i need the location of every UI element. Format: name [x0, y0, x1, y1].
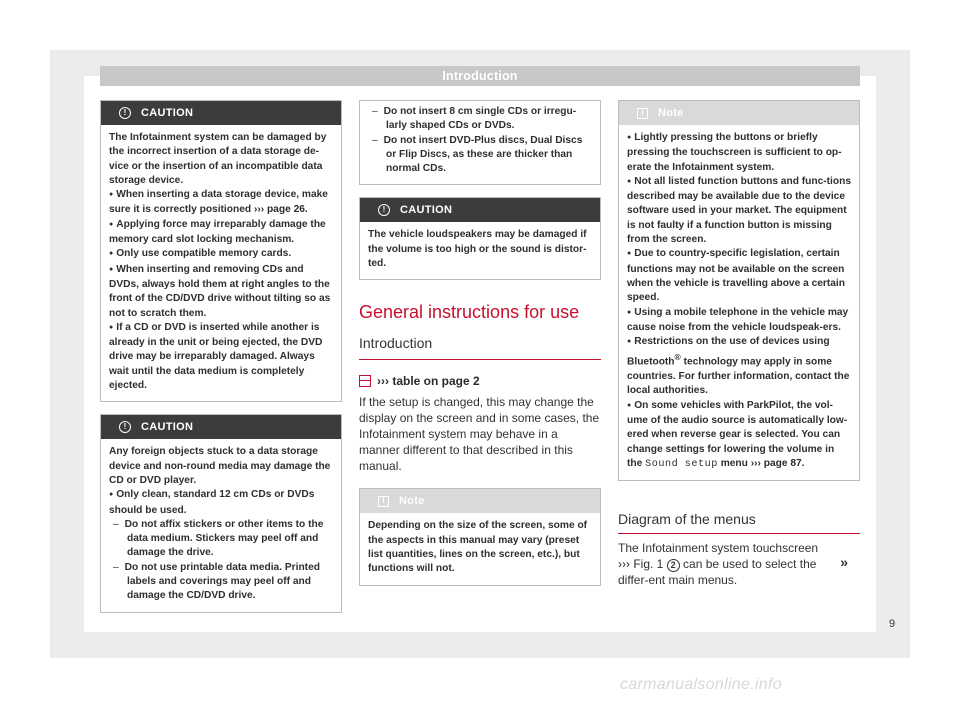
note-bullet: ● Due to country-specific legislation, certain functions may not be available on the screen when the vehicle is travelling above a certain speed.	[627, 247, 851, 305]
page-ref-link[interactable]: ››› page 26	[253, 204, 305, 216]
info-icon: i	[637, 108, 648, 119]
note-header	[619, 101, 859, 125]
caution-bullet: ● Only clean, standard 12 cm CDs or DVDs should be used.	[109, 488, 333, 518]
menu-name: Sound setup	[645, 458, 718, 470]
callout-number: 2	[667, 559, 680, 572]
subsection-title: Diagram of the menus	[618, 511, 756, 528]
note-text: Depending on the size of the screen, some of the aspects in this manual may vary (preset list quantities, lines on the screen, etc.), but functions will not.	[368, 520, 588, 575]
body-paragraph: If the setup is changed, this may change the display on the screen and in some cases, the Infotainment system may behave in a manner different to that described in this manual.	[359, 395, 600, 474]
caution-dash-item: – Do not use printable data media. Printed labels and coverings may peel off and damage the CD/DVD drive.	[109, 561, 333, 604]
watermark: carmanualsonline.info	[620, 676, 782, 693]
column-middle	[359, 100, 601, 598]
table-link[interactable]	[359, 374, 601, 388]
table-icon	[359, 375, 371, 387]
caution-body	[360, 222, 600, 279]
note-box	[618, 100, 860, 481]
note-bullet: ● Not all listed function buttons and func-tions described may be available due to the device software used in your market. The equipment is not faulty if a function button is missing from the screen.	[627, 175, 851, 247]
caution-label: CAUTION	[400, 204, 453, 217]
note-body	[360, 513, 600, 584]
caution-header	[101, 415, 341, 439]
figure-ref-link[interactable]: ››› Fig. 1	[618, 557, 664, 572]
continue-marker: »	[840, 554, 848, 571]
chapter-header: Introduction	[100, 66, 860, 86]
note-bullet: ● On some vehicles with ParkPilot, the vol-ume of the audio source is automatically low-ered when reverse gear is selected. You can change settings for lowering the volume in the Sound setup menu ››› page 87.	[627, 399, 851, 472]
caution-body	[101, 439, 341, 611]
caution-header	[101, 101, 341, 125]
caution-intro: The Infotainment system can be damaged by the incorrect insertion of a data storage de-vice or the insertion of an incompatible data storage device.	[109, 132, 327, 186]
subsection-header	[618, 511, 860, 534]
info-icon: i	[378, 496, 389, 507]
column-right	[618, 100, 860, 588]
page-ref-link[interactable]: ››› page 87	[750, 457, 802, 469]
subsection-header	[359, 335, 601, 360]
caution-dash-item: – Do not insert 8 cm single CDs or irregu-larly shaped CDs or DVDs.	[368, 105, 592, 134]
table-link-text: ››› table on page 2	[377, 374, 480, 389]
subsection-title: Introduction	[359, 335, 433, 352]
section-title: General instructions for use	[359, 302, 580, 323]
caution-body	[360, 101, 600, 184]
caution-label: CAUTION	[141, 107, 194, 119]
page-number: 9	[889, 618, 896, 630]
note-bullet: ● Using a mobile telephone in the vehicle may cause noise from the vehicle loudspeak-ers.	[627, 306, 851, 336]
warning-circle-icon: !	[119, 107, 131, 119]
caution-body	[101, 125, 341, 401]
note-header	[360, 489, 600, 513]
caution-text: The vehicle loudspeakers may be damaged if the volume is too high or the sound is distor-ted.	[368, 229, 587, 270]
note-label: Note	[399, 495, 425, 508]
note-bullet: ● Restrictions on the use of devices using Bluetooth® technology may apply in some countries. For further information, contact the local authorities.	[627, 335, 851, 399]
warning-circle-icon: !	[378, 204, 390, 216]
note-box	[359, 488, 601, 585]
note-label: Note	[658, 107, 684, 119]
warning-circle-icon: !	[119, 421, 131, 433]
caution-box-3	[359, 197, 601, 280]
body-paragraph: The Infotainment system touchscreen ››› Fig. 1 2 can be used to select the differ-ent main menus. »	[618, 541, 848, 588]
caution-intro: Any foreign objects stuck to a data storage device and non-round media may damage the CD or DVD player.	[109, 446, 331, 486]
caution-header	[360, 198, 600, 222]
caution-bullet: ● When inserting and removing CDs and DVDs, always hold them at right angles to the front of the CD/DVD drive without tilting so as not to scratch them.	[109, 263, 333, 321]
caution-box-2	[100, 414, 342, 612]
caution-bullet: ● Applying force may irreparably damage the memory card slot locking mechanism.	[109, 218, 333, 248]
caution-dash-item: – Do not insert DVD-Plus discs, Dual Discs or Flip Discs, as these are thicker than normal CDs.	[368, 134, 592, 177]
caution-bullet: ● When inserting a data storage device, make sure it is correctly positioned ››› page 26.	[109, 188, 333, 218]
note-bullet: ● Lightly pressing the buttons or briefly pressing the touchscreen is sufficient to op-erate the Infotainment system.	[627, 131, 851, 175]
caution-label: CAUTION	[141, 421, 194, 434]
caution-box-1	[100, 100, 342, 402]
caution-continued-box	[359, 100, 601, 185]
caution-dash-item: – Do not affix stickers or other items to the data medium. Stickers may peel off and damage the drive.	[109, 518, 333, 561]
caution-bullet: ● Only use compatible memory cards.	[109, 247, 333, 262]
column-left	[100, 100, 342, 625]
note-body	[619, 125, 859, 480]
caution-bullet: ● If a CD or DVD is inserted while another is already in the unit or being ejected, the DVD drive may be irreparably damaged. Always wait until the data medium is completely ejected.	[109, 321, 333, 393]
